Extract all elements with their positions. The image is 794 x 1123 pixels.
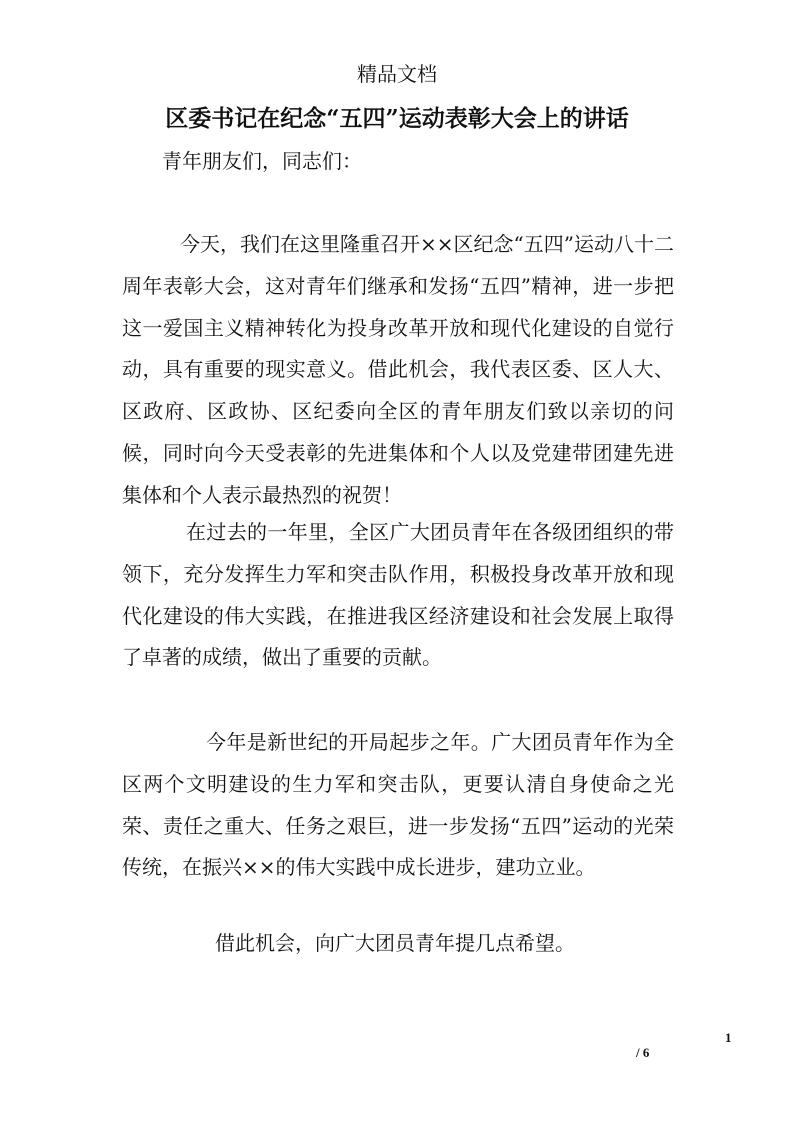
paragraph-2: 在过去的一年里，全区广大团员青年在各级团组织的带领下，充分发挥生力军和突击队作用，积极投身改革开放和现代化建设的伟大实践，在推进我区经济建设和社会发展上取得了卓著的成绩，做出了重要的贡献。 [122, 520, 674, 670]
document-header: 精品文档 [357, 62, 437, 86]
paragraph-3: 今年是新世纪的开局起步之年。广大团员青年作为全区两个文明建设的生力军和突击队，更要认清自身使命之光荣、责任之重大、任务之艰巨，进一步发扬“五四”运动的光荣传统，在振兴××的伟大实践中成长进步，建功立业。 [122, 730, 674, 880]
salutation: 青年朋友们，同志们： [162, 149, 362, 173]
closing-line: 借此机会，向广大团员青年提几点希望。 [215, 931, 575, 955]
page-number: 1 [725, 1030, 732, 1045]
page-total: / 6 [636, 1045, 650, 1060]
document-title: 区委书记在纪念“五四”运动表彰大会上的讲话 [165, 105, 629, 132]
paragraph-1: 今天，我们在这里隆重召开××区纪念“五四”运动八十二周年表彰大会，这对青年们继承和发扬“五四”精神，进一步把这一爱国主义精神转化为投身改革开放和现代化建设的自觉行动，具有重要的现实意义。借此机会，我代表区委、区人大、区政府、区政协、区纪委向全区的青年朋友们致以亲切的问候，同时向今天受表彰的先进集体和个人以及党建带团建先进集体和个人表示最热烈的祝贺！ [122, 232, 674, 507]
